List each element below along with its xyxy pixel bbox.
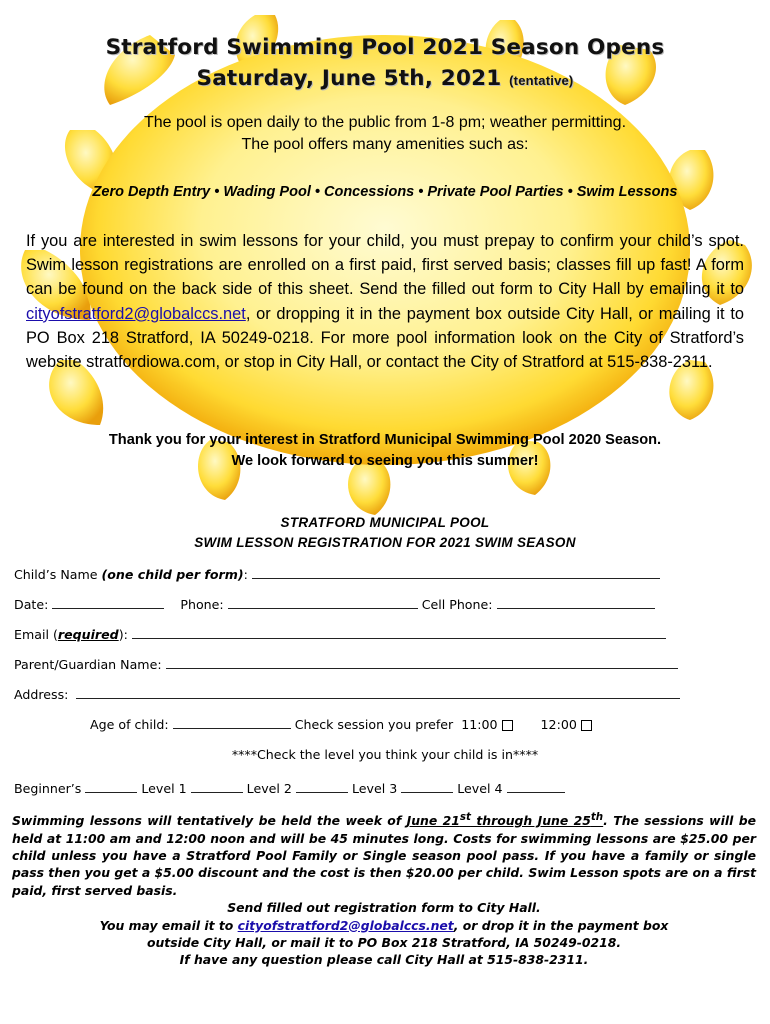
child-name-row <box>14 567 660 582</box>
email-label: Email ( <box>14 627 58 642</box>
level-1-label: Level 1 <box>141 781 187 796</box>
swim-lesson-info-paragraph <box>26 229 744 374</box>
level-3-field[interactable] <box>401 781 453 793</box>
amenities-list <box>0 184 770 200</box>
date-phone-row <box>14 597 655 612</box>
address-field[interactable] <box>76 687 680 699</box>
phone-field[interactable] <box>228 597 418 609</box>
email-field[interactable] <box>132 627 666 639</box>
date-start: June 21 <box>406 813 460 829</box>
email-instruction-line <box>12 917 756 934</box>
lesson-details-footer <box>12 809 756 969</box>
level-4-field[interactable] <box>507 781 565 793</box>
level-beginner-field[interactable] <box>85 781 137 793</box>
date-end: through June 25 <box>470 813 591 829</box>
cell-phone-label: Cell Phone: <box>421 597 493 612</box>
form-heading-line-2: SWIM LESSON REGISTRATION FOR 2021 SWIM SEASON <box>194 535 576 550</box>
thanks-line-1: Thank you for your interest in Stratford Municipal Swimming Pool 2020 Season. <box>108 432 662 448</box>
form-heading-line-1: STRATFORD MUNICIPAL POOL <box>280 515 490 530</box>
child-name-field[interactable] <box>252 567 660 579</box>
age-field[interactable] <box>173 717 291 729</box>
date-field[interactable] <box>52 597 164 609</box>
level-3-label: Level 3 <box>351 781 398 796</box>
title-line-1: Stratford Swimming Pool 2021 Season Opens <box>105 35 665 60</box>
level-beginner-label: Beginner’s <box>14 781 82 796</box>
level-4-label: Level 4 <box>457 781 503 796</box>
intro-text <box>0 112 770 156</box>
thanks-line-2: We look forward to seeing you this summer! <box>231 453 539 469</box>
mail-instruction-line: outside City Hall, or mail it to PO Box 218 Stratford, IA 50249-0218. <box>146 934 622 950</box>
intro-line-1: The pool is open daily to the public from 1-8 pm; weather permitting. <box>143 114 627 131</box>
details-text-b: . The sessions will be held at 11:00 am and 12:00 noon and will be 45 minutes long. Costs for swimming lessons are $25.00 per child unless you have a Stratford Pool Family or Single season pool pass. If you have a family or single pass then you get a $5.00 discount and the cost is then $20.00 per child. Swim Lesson spots are on a first paid, first served basis. <box>12 813 756 898</box>
amenity-item: Concessions <box>323 184 415 200</box>
details-text-a: Swimming lessons will tentatively be held the week of <box>12 813 407 829</box>
session-1200-checkbox[interactable] <box>581 720 592 731</box>
email-instruction-a: You may email it to <box>99 917 238 933</box>
amenity-item: Swim Lessons <box>576 184 678 200</box>
date-start-suffix: st <box>459 811 471 823</box>
title-date: Saturday, June 5th, 2021 <box>196 66 502 91</box>
tentative-note: (tentative) <box>509 73 574 88</box>
date-end-suffix: th <box>590 811 604 823</box>
amenity-item: Zero Depth Entry <box>92 184 211 200</box>
intro-line-2: The pool offers many amenities such as: <box>241 136 529 153</box>
email-instruction-b: , or drop it in the payment box <box>453 917 669 933</box>
registration-form-heading <box>0 513 770 553</box>
child-name-note: (one child per form) <box>101 567 244 582</box>
age-label: Age of child: <box>90 717 169 732</box>
date-label: Date: <box>14 597 49 612</box>
bullet-separator: • <box>567 184 573 200</box>
info-text-part-1: If you are interested in swim lessons for your child, you must prepay to confirm your child’s spot. Swim lesson registrations are enrolled on a first paid, first served basis; classes fill up fast! A form can be found on the back side of this sheet. Send the filled out form to City Hall by emailing it to <box>26 232 744 299</box>
session-1100-label: 11:00 <box>461 717 498 732</box>
parent-row <box>14 657 678 672</box>
footer-email-link[interactable]: cityofstratford2@globalccs.net <box>237 917 454 933</box>
email-required-note: required <box>57 627 119 642</box>
colon: : <box>243 567 248 582</box>
parent-guardian-label: Parent/Guardian Name: <box>14 657 162 672</box>
parent-guardian-field[interactable] <box>166 657 678 669</box>
title-line-2 <box>0 66 770 91</box>
info-text-part-2: , or dropping it in the payment box outside City Hall, or mailing it to PO Box 218 Stratford, IA 50249-0218. For more pool information look on the City of Stratford’s website stratfordiowa.com, or stop in City Hall, or contact the City of Stratford at 515-838-2311. <box>26 304 744 372</box>
city-email-link[interactable]: cityofstratford2@globalccs.net <box>26 304 246 323</box>
cell-phone-field[interactable] <box>497 597 655 609</box>
bullet-separator: • <box>214 184 220 200</box>
age-session-row <box>90 717 592 732</box>
level-1-field[interactable] <box>191 781 243 793</box>
level-2-field[interactable] <box>296 781 348 793</box>
address-label: Address: <box>14 687 69 702</box>
amenity-item: Private Pool Parties <box>427 184 564 200</box>
child-name-label: Child’s Name <box>14 567 102 582</box>
lesson-date-range <box>407 813 604 828</box>
email-row <box>14 627 666 642</box>
question-line: If have any question please call City Hall at 515-838-2311. <box>179 952 589 968</box>
send-form-line: Send filled out registration form to City Hall. <box>227 900 541 916</box>
email-label-close: ): <box>118 627 128 642</box>
levels-row <box>14 781 565 796</box>
phone-label: Phone: <box>180 597 224 612</box>
level-instruction: ****Check the level you think your child is in**** <box>231 747 539 762</box>
bullet-separator: • <box>418 184 424 200</box>
session-1200-label: 12:00 <box>540 717 577 732</box>
session-1100-checkbox[interactable] <box>502 720 513 731</box>
address-row <box>14 687 680 702</box>
lesson-details-paragraph <box>12 809 756 899</box>
amenity-item: Wading Pool <box>223 184 311 200</box>
bullet-separator: • <box>314 184 320 200</box>
session-label: Check session you prefer <box>294 717 454 732</box>
thank-you-message <box>0 430 770 472</box>
level-2-label: Level 2 <box>246 781 292 796</box>
